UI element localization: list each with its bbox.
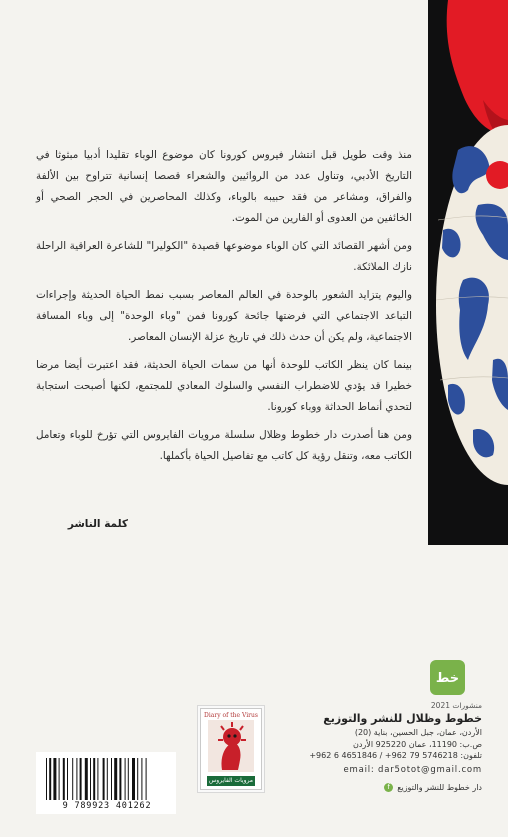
barcode-bar bbox=[137, 758, 138, 800]
barcode-bar bbox=[128, 758, 129, 800]
globe-illustration bbox=[428, 0, 508, 545]
facebook-label: دار خطوط للنشر والتوزيع bbox=[397, 783, 482, 792]
stamp-title: Diary of the Virus bbox=[204, 712, 258, 719]
barcode-bar bbox=[111, 758, 112, 800]
barcode-bar bbox=[76, 758, 77, 800]
barcode-bar bbox=[141, 758, 142, 800]
barcode-bar bbox=[114, 758, 117, 800]
isbn-barcode bbox=[36, 752, 176, 814]
publisher-phone: تلفون: 5746218 79 962+ / 4651846 6 962+ bbox=[309, 751, 482, 760]
logo-text: خط bbox=[435, 671, 460, 686]
barcode-bar bbox=[119, 758, 121, 800]
barcode-bar bbox=[59, 758, 60, 800]
barcode-bar bbox=[90, 758, 91, 800]
paragraph: ومن هنا أصدرت دار خطوط وظلال سلسلة مرويات الفايروس التي تؤرخ للوباء وتعامل الكاتب معه، وتنقل رؤية كل كاتب مع تفاصيل الحياة بأكملها. bbox=[36, 429, 412, 462]
publisher-address: الأردن، عمان، جبل الحسين، بناية (20) bbox=[354, 728, 482, 737]
barcode-bars bbox=[44, 758, 168, 800]
barcode-bar bbox=[46, 758, 47, 800]
publisher-note bbox=[36, 145, 412, 474]
publisher-logo bbox=[430, 660, 465, 695]
barcode-bar bbox=[146, 758, 147, 800]
barcode-bar bbox=[72, 758, 73, 800]
publisher-pobox: ص.ب: 11190، عمان 925220 الأردن bbox=[352, 739, 482, 749]
paragraph: منذ وقت طويل قبل انتشار فيروس كورونا كان موضوع الوباء تقليدا أدبيا مبثوثا في التاريخ الأدبي، وتناول عدد من الروائيين والشعراء قصصا إنسانية تتراوح بين الألفة والفراق، ومشاعر من فقد حبيبه بالوباء، وكذلك المحاصرين في الحجر الصحي أو الخائفين من العدوى أو الفارين من الموت. bbox=[36, 149, 412, 224]
barcode-bar bbox=[93, 758, 95, 800]
paragraph: واليوم يتزايد الشعور بالوحدة في العالم المعاصر بسبب نمط الحياة الحديثة وإجراءات التباعد الاجتماعي التي فرضتها جائحة كورونا فمن "وباء الوحدة" إلى وباء المسافة الاجتماعية، ولم يكن أن حدث ذلك في تاريخ عزلة الإنسان المعاصر. bbox=[36, 289, 412, 343]
series-stamp bbox=[200, 708, 262, 790]
publisher-name: خطوط وظلال للنشر والتوزيع bbox=[323, 711, 482, 725]
barcode-bar bbox=[80, 758, 82, 800]
barcode-bar bbox=[97, 758, 98, 800]
paragraph: ومن أشهر القصائد التي كان الوباء موضوعها قصيدة "الكوليرا" للشاعرة العراقية الراحلة نازك الملائكة. bbox=[36, 240, 412, 273]
barcode-bar bbox=[49, 758, 51, 800]
barcode-bar bbox=[63, 758, 65, 800]
publisher-info bbox=[282, 700, 482, 794]
stamp-series-label: مرويات الفايروس bbox=[208, 777, 254, 784]
barcode-bar bbox=[53, 758, 56, 800]
facebook-icon: f bbox=[384, 783, 393, 792]
barcode-bar bbox=[125, 758, 126, 800]
barcode-bar bbox=[67, 758, 68, 800]
barcode-bar bbox=[107, 758, 108, 800]
barcode-bar bbox=[132, 758, 135, 800]
paragraph: بينما كان ينظر الكاتب للوحدة أنها من سمات الحياة الحديثة، فقد اعتبرت أيضا مرضا خطيرا قد يؤدي للاضطراب النفسي والسلوك المعادي للمجتمع، لكنها أصبحت استجابة لتحدي أنماط الحداثة ووباء كورونا. bbox=[36, 359, 412, 413]
isbn-number: 9 789923 401262 bbox=[62, 801, 152, 811]
barcode-bar bbox=[103, 758, 105, 800]
publisher-facebook bbox=[282, 782, 482, 794]
publication-year: منشورات 2021 bbox=[430, 701, 482, 710]
publisher-email: email: dar5otot@gmail.com bbox=[343, 764, 482, 775]
publisher-signature: كلمة الناشر bbox=[67, 518, 128, 530]
virus-figure-icon bbox=[208, 720, 254, 772]
cover-artwork bbox=[428, 0, 508, 545]
barcode-bar bbox=[85, 758, 88, 800]
